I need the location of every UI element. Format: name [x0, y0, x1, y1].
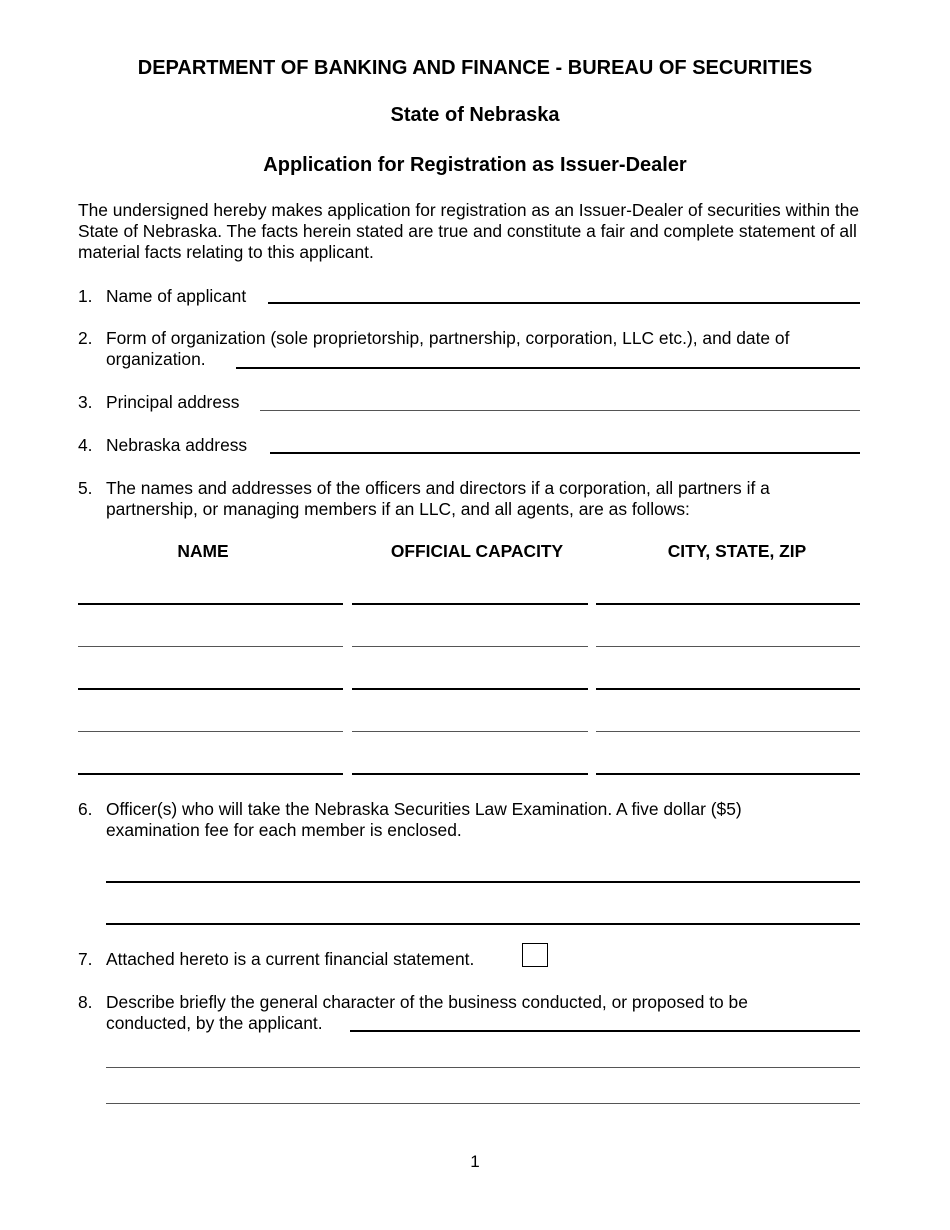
financial-statement-checkbox[interactable]	[522, 943, 548, 967]
item-2-label-line1: Form of organization (sole proprietorship, partnership, corporation, LLC etc.), and date of	[106, 328, 790, 348]
organization-form-field[interactable]	[236, 367, 860, 369]
officer-capacity-field[interactable]	[352, 646, 588, 647]
item-6-label-line1: Officer(s) who will take the Nebraska Securities Law Examination. A five dollar ($5)	[106, 799, 742, 819]
officer-city-state-zip-field[interactable]	[596, 688, 860, 690]
exam-officer-field[interactable]	[106, 881, 860, 883]
officer-name-field[interactable]	[78, 731, 343, 732]
item-7-label: Attached hereto is a current financial statement.	[106, 949, 475, 969]
item-1-label: Name of applicant	[106, 286, 247, 306]
item-6-label-line2: examination fee for each member is enclosed.	[106, 820, 462, 840]
principal-address-field[interactable]	[260, 410, 860, 411]
item-4-number: 4.	[78, 435, 93, 455]
officer-city-state-zip-field[interactable]	[596, 773, 860, 775]
officer-name-field[interactable]	[78, 603, 343, 605]
officer-capacity-field[interactable]	[352, 773, 588, 775]
item-3-number: 3.	[78, 392, 93, 412]
item-8-number: 8.	[78, 992, 93, 1012]
page-number: 1	[470, 1152, 480, 1171]
business-description-field[interactable]	[350, 1030, 860, 1032]
column-header-city-state-zip: CITY, STATE, ZIP	[667, 541, 807, 561]
item-7-number: 7.	[78, 949, 93, 969]
officer-capacity-field[interactable]	[352, 731, 588, 732]
state-heading: State of Nebraska	[390, 104, 560, 126]
nebraska-address-field[interactable]	[270, 452, 860, 454]
item-8-label-line2: conducted, by the applicant.	[106, 1013, 323, 1033]
officer-capacity-field[interactable]	[352, 603, 588, 605]
item-5-label-line1: The names and addresses of the officers and directors if a corporation, all partners if a	[106, 478, 770, 498]
applicant-name-field[interactable]	[268, 302, 860, 304]
item-5-number: 5.	[78, 478, 93, 498]
intro-paragraph: The undersigned hereby makes application for registration as an Issuer-Dealer of securities within the State of Nebraska. The facts herein stated are true and constitute a fair and complete statement of all material facts relating to this applicant.	[78, 200, 860, 262]
column-header-name: NAME	[177, 541, 229, 561]
business-description-field[interactable]	[106, 1103, 860, 1104]
officer-name-field[interactable]	[78, 646, 343, 647]
item-2-number: 2.	[78, 328, 93, 348]
officer-city-state-zip-field[interactable]	[596, 603, 860, 605]
item-6-number: 6.	[78, 799, 93, 819]
department-heading: DEPARTMENT OF BANKING AND FINANCE - BUREAU OF SECURITIES	[137, 57, 813, 79]
officer-name-field[interactable]	[78, 688, 343, 690]
item-8-label-line1: Describe briefly the general character of the business conducted, or proposed to be	[106, 992, 748, 1012]
officer-city-state-zip-field[interactable]	[596, 731, 860, 732]
exam-officer-field[interactable]	[106, 923, 860, 925]
item-4-label: Nebraska address	[106, 435, 248, 455]
item-2-label-line2: organization.	[106, 349, 206, 369]
form-title: Application for Registration as Issuer-Dealer	[263, 154, 687, 176]
officer-city-state-zip-field[interactable]	[596, 646, 860, 647]
item-5-label-line2: partnership, or managing members if an LLC, and all agents, are as follows:	[106, 499, 690, 519]
officer-name-field[interactable]	[78, 773, 343, 775]
officer-capacity-field[interactable]	[352, 688, 588, 690]
item-3-label: Principal address	[106, 392, 240, 412]
item-1-number: 1.	[78, 286, 93, 306]
column-header-official-capacity: OFFICIAL CAPACITY	[390, 541, 564, 561]
business-description-field[interactable]	[106, 1067, 860, 1068]
